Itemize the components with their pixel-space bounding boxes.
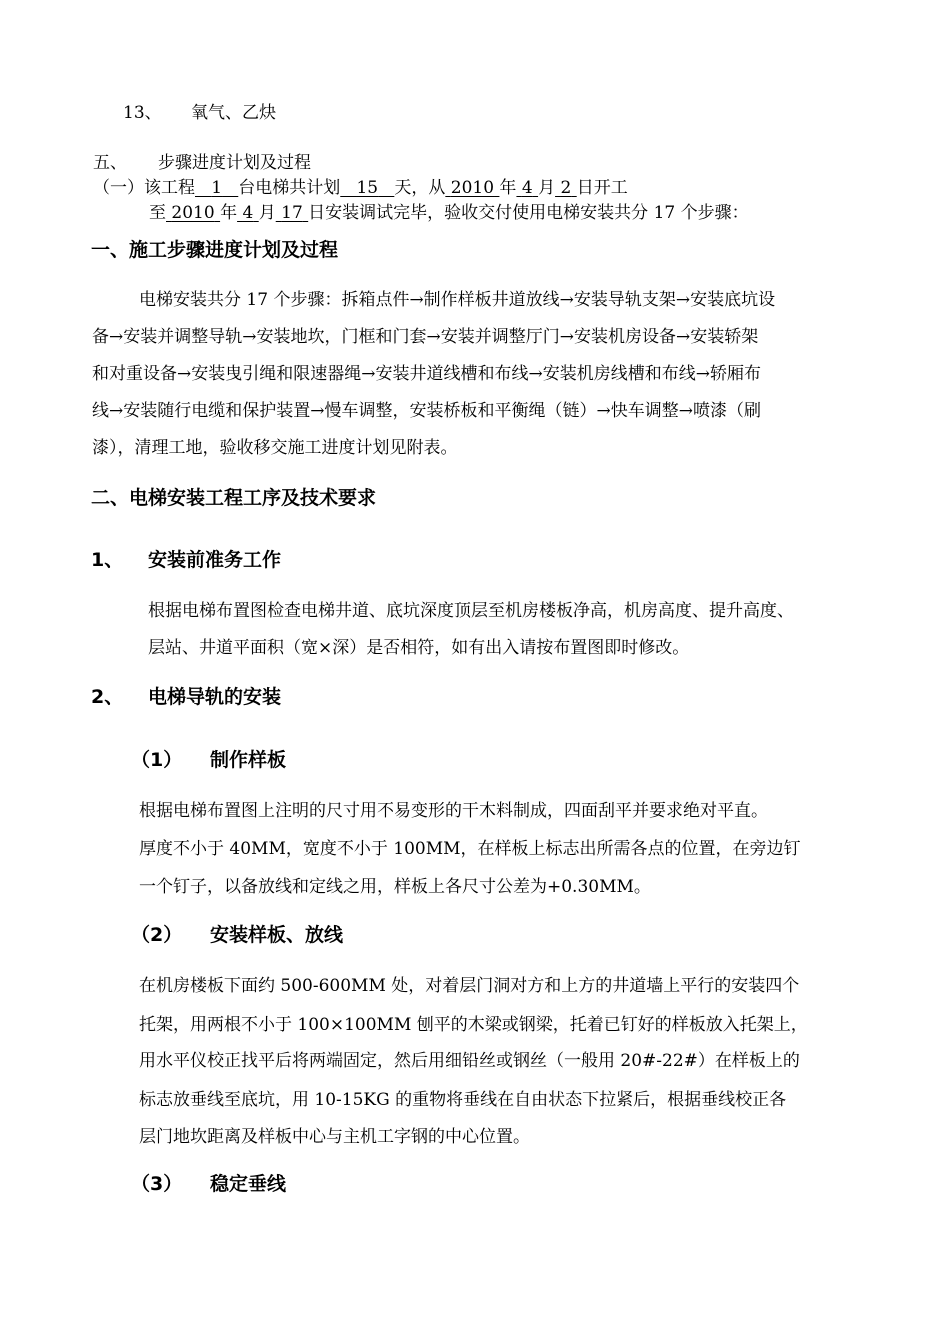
subheading-2 [91, 685, 281, 709]
heading-two: 二、电梯安装工程工序及技术要求 [91, 487, 377, 509]
item-1-heading [131, 748, 286, 772]
end-year-number: 2010 [171, 203, 215, 223]
paragraph-line: 厚度不小于 40MM，宽度不小于 100MM，在样板上标志出所需各点的位置，在旁边钉 [139, 839, 801, 859]
subheading-1 [91, 548, 281, 572]
paragraph-line: 和对重设备→安装曳引绳和限速器绳→安装井道线槽和布线→安装机房线槽和布线→轿厢布 [92, 364, 761, 384]
section-number: 五、 [93, 153, 127, 173]
start-month [516, 178, 538, 198]
item-title: 制作样板 [210, 749, 287, 771]
paragraph-line: 托架，用两根不小于 100×100MM 刨平的木梁或钢梁，托着已钉好的样板放入托架上， [139, 1015, 808, 1035]
paragraph-line: 用水平仪校正找平后将两端固定，然后用细铅丝或钢丝（一般用 20#-22#）在样板上的 [139, 1051, 800, 1071]
paragraph-line: 一个钉子，以备放线和定线之用，样板上各尺寸公差为+0.30MM。 [139, 877, 651, 897]
paragraph-line: 备→安装并调整导轨→安装地坎，门框和门套→安装并调整厅门→安装机房设备→安装轿架 [92, 327, 759, 347]
subheading-title: 电梯导轨的安装 [148, 686, 282, 708]
paragraph-line: 层门地坎距离及样板中心与主机工字钢的中心位置。 [139, 1127, 530, 1147]
days-suffix: 天，从 [394, 178, 446, 198]
days-value [340, 178, 394, 198]
year-char: 年 [220, 203, 238, 223]
paragraph-line: 电梯安装共分 17 个步骤：拆箱点件→制作样板井道放线→安装导轨支架→安装底坑设 [139, 290, 776, 310]
item-title: 安装样板、放线 [210, 924, 344, 946]
schedule-prefix: （一）该工程 [93, 178, 195, 198]
to-prefix: 至 [149, 203, 166, 223]
section-five-heading [93, 152, 311, 174]
start-day-number: 2 [560, 178, 572, 198]
paragraph-line: 标志放垂线至底坑，用 10-15KG 的重物将垂线在自由状态下拉紧后，根据垂线校正各 [139, 1090, 787, 1110]
end-month-number: 4 [242, 203, 254, 223]
item-title: 稳定垂线 [210, 1173, 287, 1195]
item-3-heading [131, 1172, 286, 1196]
paragraph-line: 层站、井道平面积（宽×深）是否相符，如有出入请按布置图即时修改。 [148, 638, 690, 658]
days-number: 15 [356, 178, 379, 198]
paragraph-line: 线→安装随行电缆和保护装置→慢车调整，安装桥板和平衡绳（链）→快车调整→喷漆（刷 [92, 401, 761, 421]
start-day [555, 178, 577, 198]
list-item-number: 13、 [123, 103, 162, 123]
end-suffix: 日安装调试完毕，验收交付使用电梯安装共分 17 个步骤： [308, 203, 749, 223]
paragraph-line: 根据电梯布置图上注明的尺寸用不易变形的干木料制成，四面刮平并要求绝对平直。 [139, 801, 768, 821]
start-year [445, 178, 499, 198]
year-char: 年 [499, 178, 517, 198]
schedule-line-1 [93, 177, 628, 199]
list-item-text: 氧气、乙炔 [191, 103, 276, 123]
list-item-13 [123, 102, 276, 124]
units-suffix: 台电梯共计划 [238, 178, 341, 198]
month-char: 月 [258, 203, 276, 223]
item-number: （2） [131, 924, 183, 946]
end-day-number: 17 [281, 203, 303, 223]
month-char: 月 [538, 178, 556, 198]
units-value [195, 178, 238, 198]
schedule-line-2 [149, 202, 749, 224]
units-number: 1 [211, 178, 223, 198]
subheading-title: 安装前准务工作 [148, 549, 282, 571]
end-year [166, 203, 220, 223]
heading-one: 一、施工步骤进度计划及过程 [91, 239, 339, 261]
paragraph-line: 在机房楼板下面约 500-600MM 处，对着层门洞对方和上方的井道墙上平行的安装四个 [139, 976, 800, 996]
subheading-number: 1、 [91, 549, 124, 571]
subheading-number: 2、 [91, 686, 124, 708]
item-2-heading [131, 923, 343, 947]
item-number: （1） [131, 749, 183, 771]
start-year-number: 2010 [450, 178, 495, 198]
section-title: 步骤进度计划及过程 [158, 153, 311, 173]
start-suffix: 日开工 [576, 178, 628, 198]
paragraph-line: 根据电梯布置图检查电梯井道、底坑深度顶层至机房楼板净高，机房高度、提升高度、 [148, 601, 794, 621]
end-month [237, 203, 259, 223]
end-day [276, 203, 308, 223]
item-number: （3） [131, 1173, 183, 1195]
paragraph-line: 漆），清理工地，验收移交施工进度计划见附表。 [92, 438, 458, 458]
start-month-number: 4 [521, 178, 533, 198]
